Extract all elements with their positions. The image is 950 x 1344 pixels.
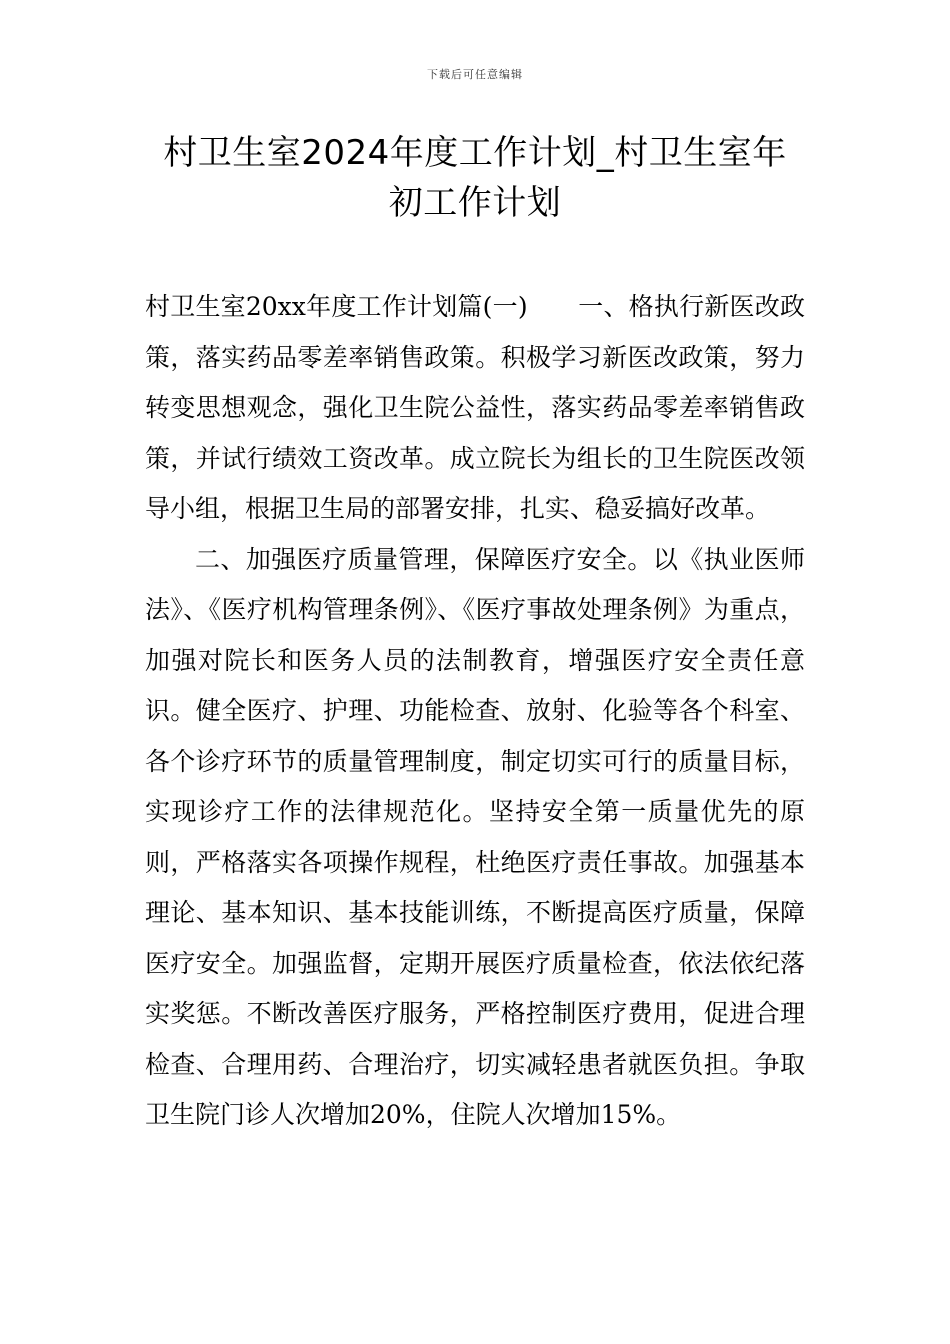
document-body — [145, 282, 805, 1141]
paragraph-1: 村卫生室20xx年度工作计划篇(一) 一、格执行新医改政策，落实药品零差率销售政策。积极学习新医改政策，努力转变思想观念，强化卫生院公益性，落实药品零差率销售政策，并试行绩效工资改革。成立院长为组长的卫生院医改领导小组，根据卫生局的部署安排，扎实、稳妥搞好改革。 — [145, 292, 805, 523]
title-line-2: 初工作计划 — [388, 183, 562, 223]
title-line-1: 村卫生室2024年度工作计划_村卫生室年 — [163, 133, 787, 173]
paragraph-2: 二、加强医疗质量管理，保障医疗安全。以《执业医师法》、《医疗机构管理条例》、《医疗事故处理条例》为重点，加强对院长和医务人员的法制教育，增强医疗安全责任意识。健全医疗、护理、功能检查、放射、化验等各个科室、各个诊疗环节的质量管理制度，制定切实可行的质量目标，实现诊疗工作的法律规范化。坚持安全第一质量优先的原则，严格落实各项操作规程，杜绝医疗责任事故。加强基本理论、基本知识、基本技能训练，不断提高医疗质量，保障医疗安全。加强监督，定期开展医疗质量检查，依法依纪落实奖惩。不断改善医疗服务，严格控制医疗费用，促进合理检查、合理用药、合理治疗，切实减轻患者就医负担。争取卫生院门诊人次增加20%，住院人次增加15%。 — [145, 544, 805, 1129]
header-note: 下载后可任意编辑 — [427, 68, 523, 81]
document-title — [145, 128, 805, 228]
